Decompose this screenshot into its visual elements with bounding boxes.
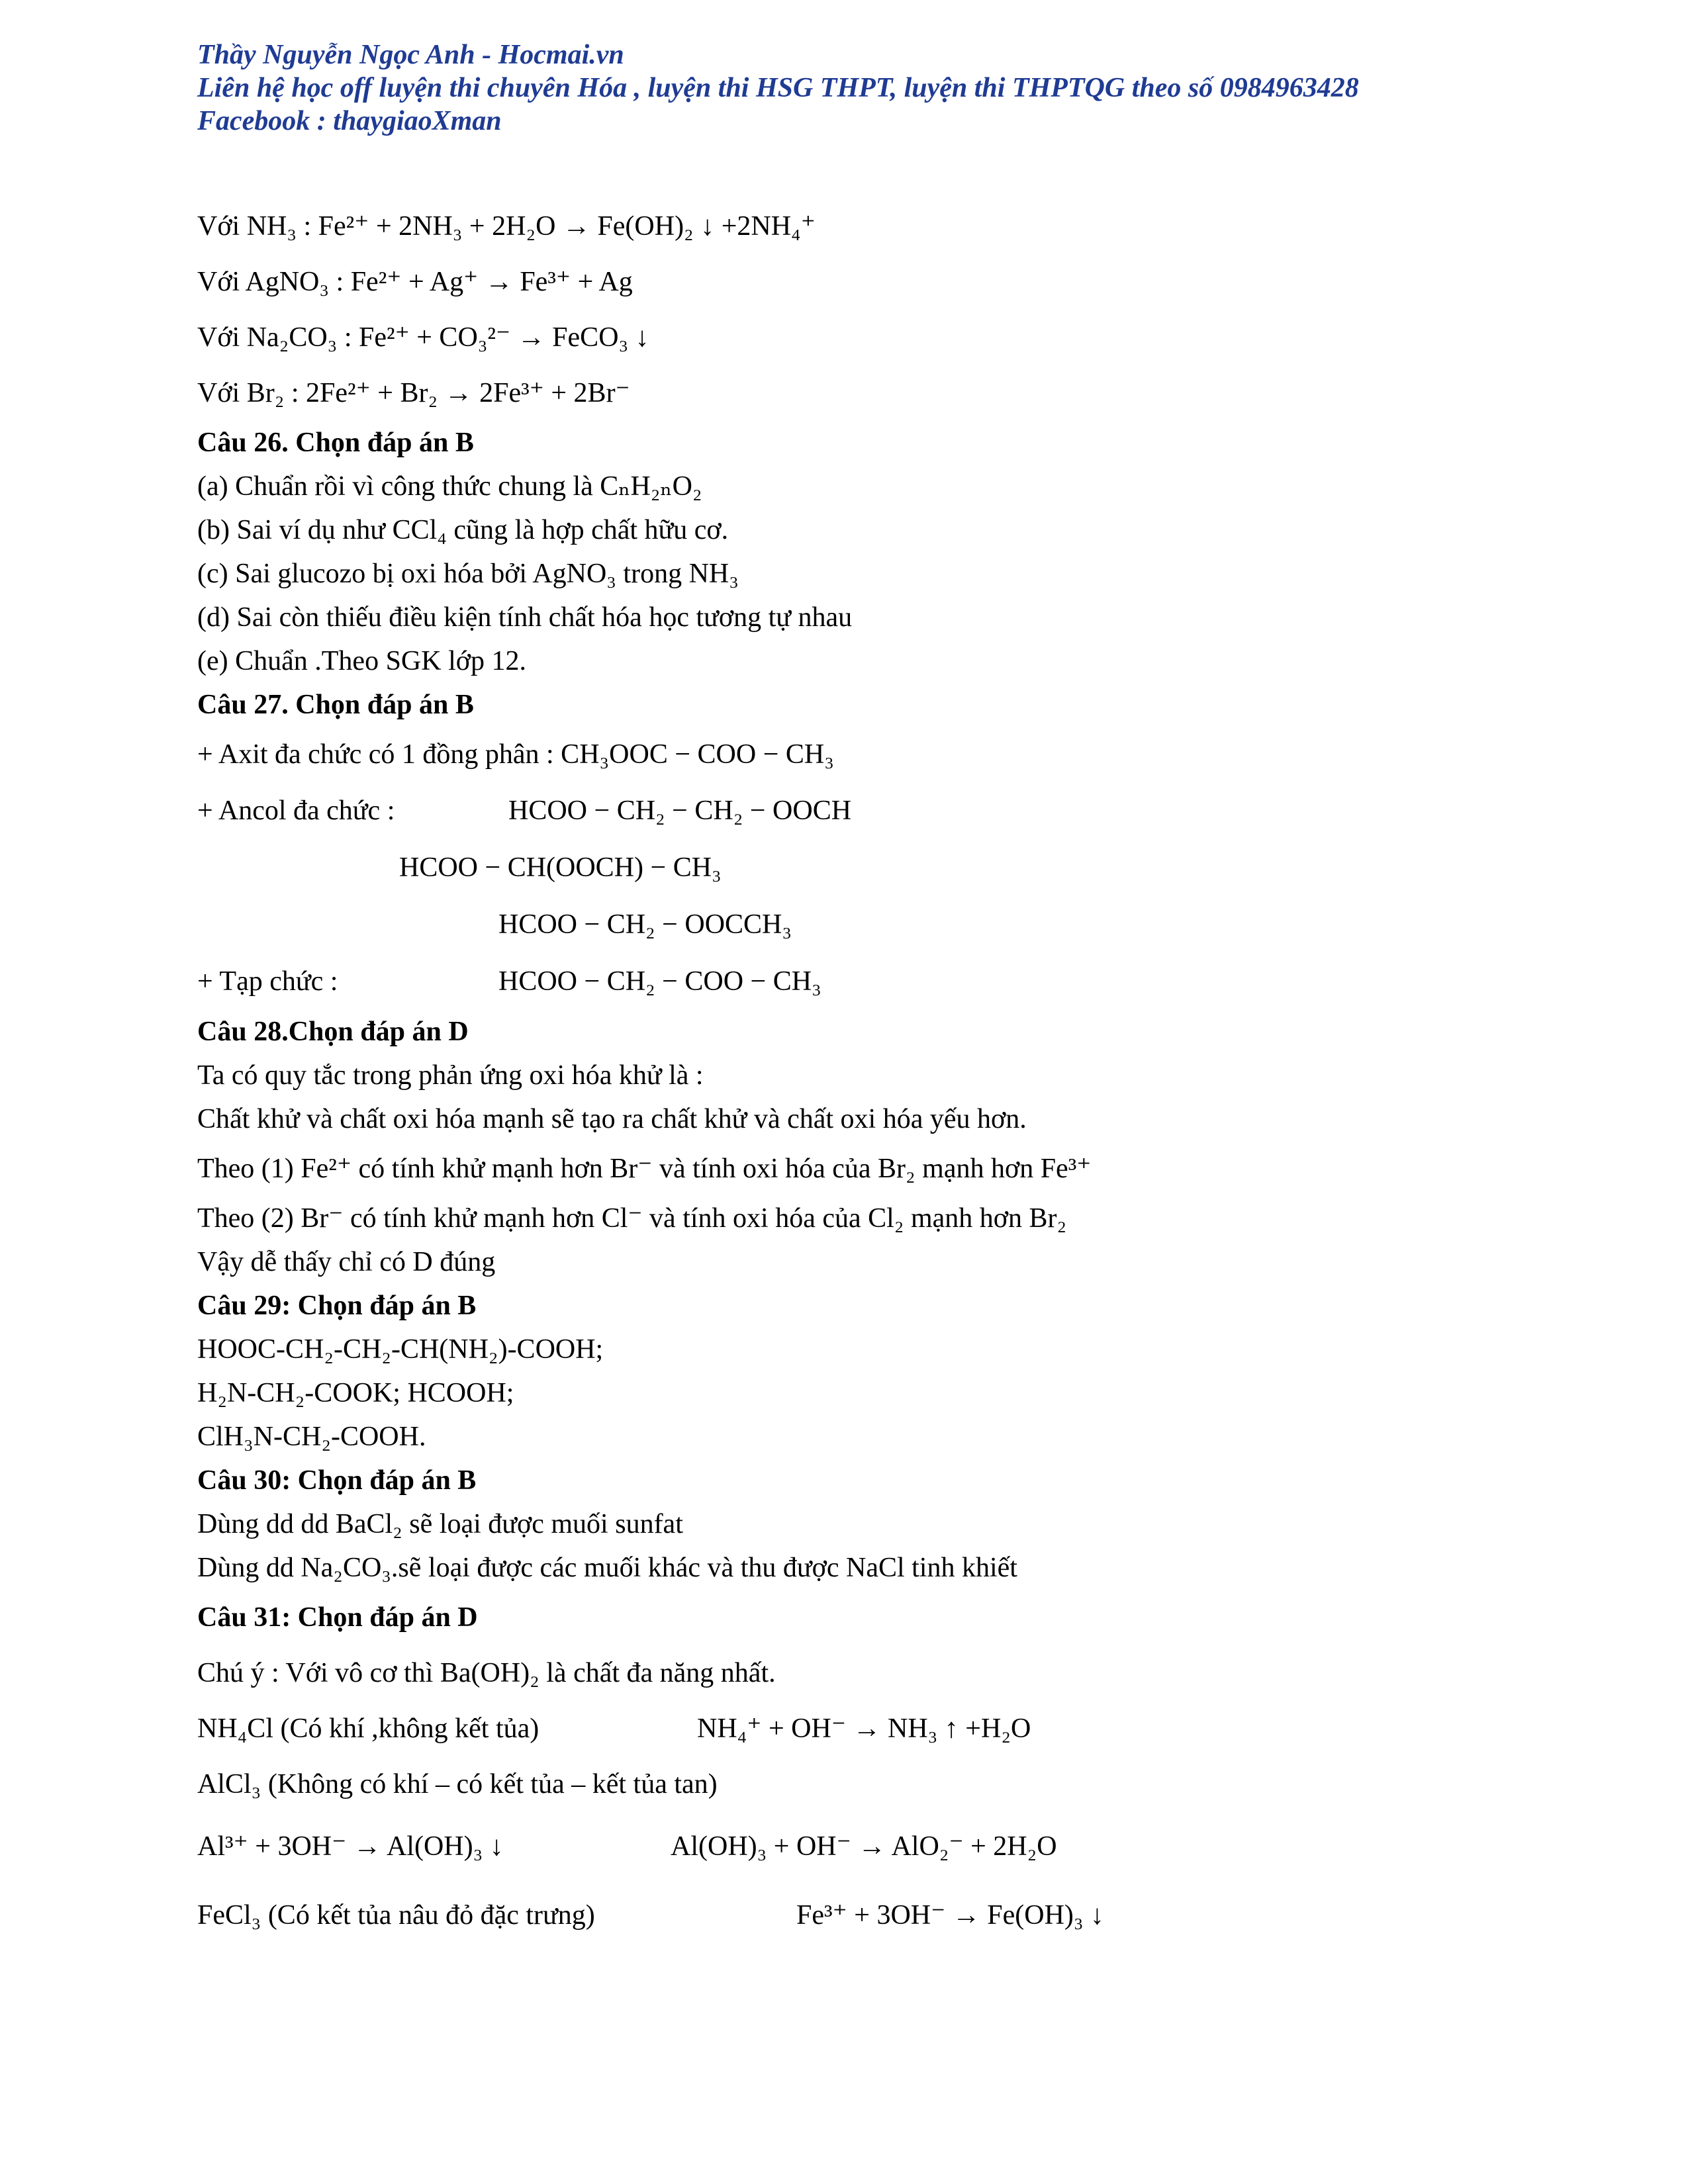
line-text: (e) Chuẩn .Theo SGK lớp 12.	[197, 646, 526, 676]
line-text: Chú ý : Với vô cơ thì Ba(OH)₂ là chất đa năng nhất.	[197, 1658, 776, 1688]
text-line	[197, 310, 1521, 365]
text-line	[197, 365, 1521, 421]
text-line	[197, 639, 1521, 683]
text-line	[197, 1756, 1521, 1812]
line-text: (b) Sai ví dụ như CCl₄ cũng là hợp chất hữu cơ.	[197, 515, 729, 545]
line-text: Vậy dễ thấy chỉ có D đúng	[197, 1247, 496, 1277]
line-text: Câu 31: Chọn đáp án D	[197, 1602, 478, 1633]
line-text: Theo (2) Br⁻ có tính khử mạnh hơn Cl⁻ và tính oxi hóa của Cl₂ mạnh hơn Br₂	[197, 1203, 1067, 1234]
text-line	[197, 839, 1521, 896]
header-facebook-line: Facebook : thaygiaoXman	[197, 106, 502, 136]
page-header	[197, 38, 1521, 138]
line-text: Câu 27. Chọn đáp án B	[197, 690, 474, 720]
equation-text: NH₄⁺ + OH⁻ → NH₃ ↑ +H₂O	[697, 1713, 1031, 1744]
text-line	[197, 1054, 1521, 1097]
line-text: HOOC-CH₂-CH₂-CH(NH₂)-COOH;	[197, 1334, 604, 1365]
question-heading	[197, 421, 1521, 465]
text-line	[197, 1881, 1521, 1950]
question-heading	[197, 1010, 1521, 1054]
line-text: Câu 29: Chọn đáp án B	[197, 1291, 477, 1321]
text-line	[197, 508, 1521, 552]
line-text: Dùng dd dd BaCl₂ sẽ loại được muối sunfat	[197, 1509, 683, 1539]
line-text: H₂N-CH₂-COOK; HCOOH;	[197, 1378, 514, 1408]
line-text: Chất khử và chất oxi hóa mạnh sẽ tạo ra chất khử và chất oxi hóa yếu hơn.	[197, 1104, 1027, 1134]
equation-text: HCOO − CH₂ − OOCCH₃	[498, 909, 792, 940]
text-line	[197, 254, 1521, 310]
line-text: + Tạp chức :	[197, 966, 338, 997]
question-heading	[197, 1590, 1521, 1645]
text-line	[197, 199, 1521, 254]
question-heading	[197, 1284, 1521, 1328]
text-line	[197, 1141, 1521, 1197]
text-line	[197, 1328, 1521, 1371]
text-line	[197, 1812, 1521, 1881]
text-line	[197, 1645, 1521, 1701]
header-contact-line: Liên hệ học off luyện thi chuyên Hóa , luyện thi HSG THPT, luyện thi THPTQG theo số 0984963428	[197, 73, 1359, 103]
text-line	[197, 782, 1521, 839]
line-text: Với NH₃ : Fe²⁺ + 2NH₃ + 2H₂O → Fe(OH)₂ ↓ +2NH₄⁺	[197, 211, 816, 242]
text-line	[197, 1546, 1521, 1590]
line-text: FeCl₃ (Có kết tủa nâu đỏ đặc trưng)	[197, 1900, 595, 1931]
equation-text: Fe³⁺ + 3OH⁻ → Fe(OH)₃ ↓	[796, 1900, 1105, 1931]
text-line	[197, 896, 1521, 953]
line-text: Al³⁺ + 3OH⁻ → Al(OH)₃ ↓	[197, 1831, 504, 1862]
line-text: AlCl₃ (Không có khí – có kết tủa – kết tủa tan)	[197, 1769, 718, 1799]
line-text: Với Br₂ : 2Fe²⁺ + Br₂ → 2Fe³⁺ + 2Br⁻	[197, 378, 630, 408]
text-line	[197, 727, 1521, 782]
text-line	[197, 1371, 1521, 1415]
line-text: Dùng dd Na₂CO₃.sẽ loại được các muối khác và thu được NaCl tinh khiết	[197, 1553, 1017, 1583]
line-text: Ta có quy tắc trong phản ứng oxi hóa khử là :	[197, 1060, 704, 1091]
text-line	[197, 1197, 1521, 1240]
question-heading	[197, 683, 1521, 727]
line-text: (a) Chuẩn rồi vì công thức chung là CₙH₂ₙO₂	[197, 471, 702, 502]
text-line	[197, 1502, 1521, 1546]
text-line	[197, 953, 1521, 1010]
text-line	[197, 552, 1521, 596]
question-heading	[197, 1459, 1521, 1502]
text-line	[197, 1240, 1521, 1284]
line-text: Theo (1) Fe²⁺ có tính khử mạnh hơn Br⁻ và tính oxi hóa của Br₂ mạnh hơn Fe³⁺	[197, 1154, 1092, 1184]
line-text: + Ancol đa chức :	[197, 796, 395, 826]
line-text: Với Na₂CO₃ : Fe²⁺ + CO₃²⁻ → FeCO₃ ↓	[197, 322, 649, 353]
line-text: Với AgNO₃ : Fe²⁺ + Ag⁺ → Fe³⁺ + Ag	[197, 267, 633, 297]
text-line	[197, 596, 1521, 639]
text-line	[197, 1701, 1521, 1756]
text-line	[197, 465, 1521, 508]
equation-text: Al(OH)₃ + OH⁻ → AlO₂⁻ + 2H₂O	[671, 1831, 1057, 1862]
line-text: (c) Sai glucozo bị oxi hóa bởi AgNO₃ trong NH₃	[197, 559, 739, 589]
line-text: Câu 30: Chọn đáp án B	[197, 1465, 477, 1496]
line-text: Câu 26. Chọn đáp án B	[197, 428, 474, 458]
text-line	[197, 1097, 1521, 1141]
header-author-line: Thầy Nguyễn Ngọc Anh - Hocmai.vn	[197, 40, 624, 70]
line-text: (d) Sai còn thiếu điều kiện tính chất hóa học tương tự nhau	[197, 602, 853, 633]
document-body	[197, 199, 1521, 1950]
line-text: + Axit đa chức có 1 đồng phân : CH₃OOC − COO − CH₃	[197, 739, 834, 770]
text-line	[197, 1415, 1521, 1459]
line-text: NH₄Cl (Có khí ,không kết tủa)	[197, 1713, 539, 1744]
equation-text: HCOO − CH₂ − CH₂ − OOCH	[508, 796, 852, 826]
equation-text: HCOO − CH₂ − COO − CH₃	[498, 966, 821, 997]
line-text: ClH₃N-CH₂-COOH.	[197, 1422, 426, 1452]
line-text: Câu 28.Chọn đáp án D	[197, 1017, 469, 1047]
equation-text: HCOO − CH(OOCH) − CH₃	[399, 852, 722, 883]
